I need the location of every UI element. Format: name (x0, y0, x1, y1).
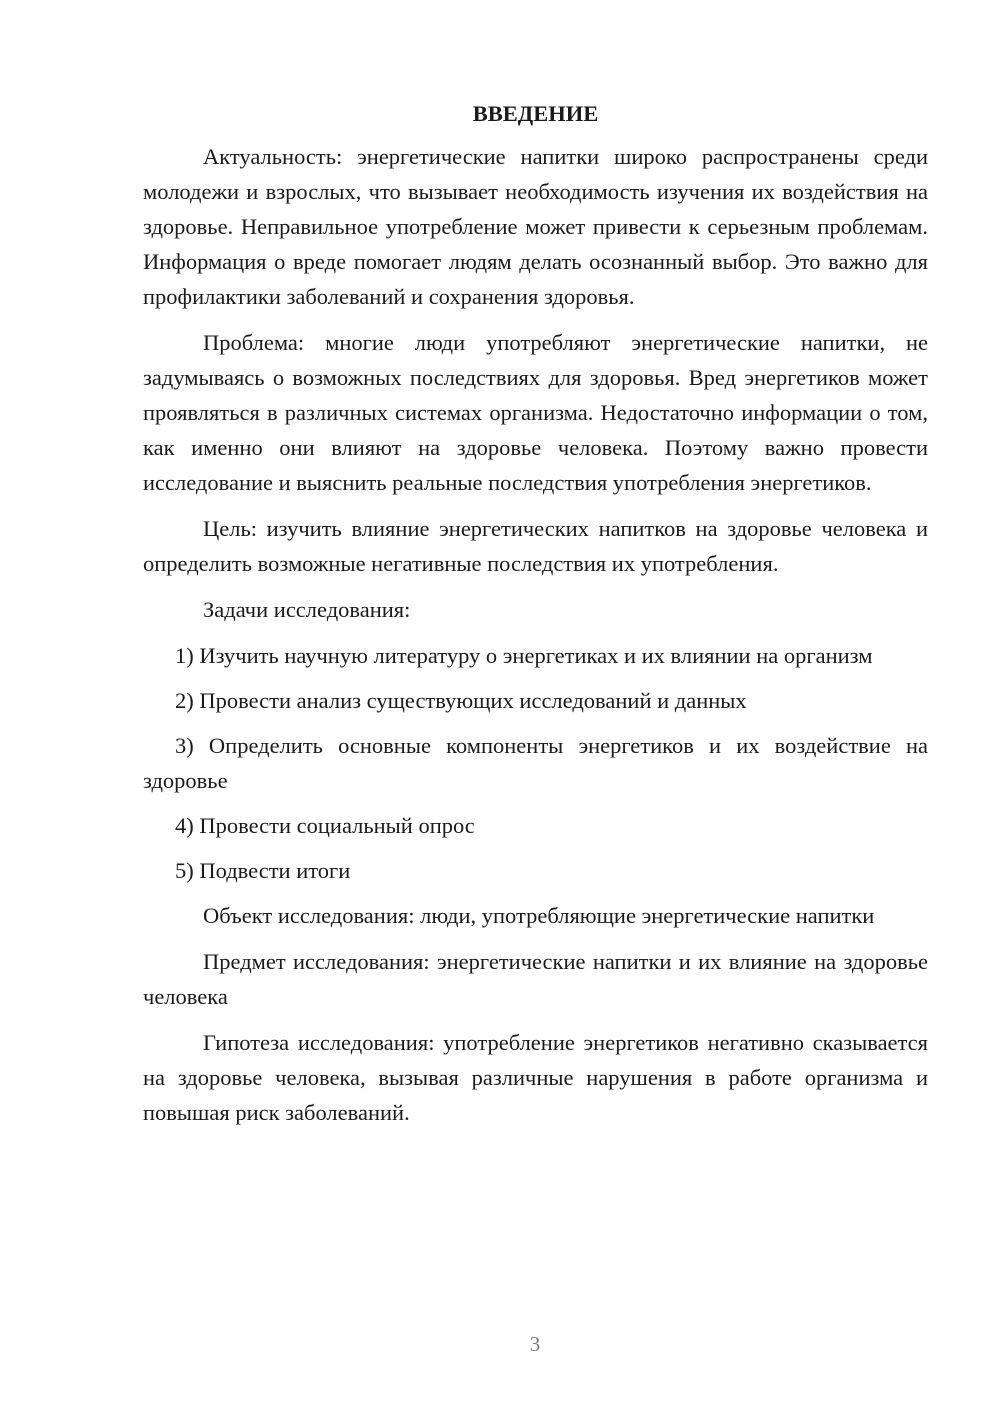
task-item: 3) Определить основные компоненты энергетиков и их воздействие на здоровье (143, 733, 928, 793)
page-content (143, 96, 928, 1141)
task-item: 2) Провести анализ существующих исследований и данных (175, 688, 747, 713)
paragraph-relevance: Актуальность: энергетические напитки широко распространены среди молодежи и взрослых, что вызывает необходимость изучения их воздействия на здоровье. Неправильное употребление может привести к серьезным проблемам. Информация о вреде помогает людям делать осознанный выбор. Это важно для профилактики заболеваний и сохранения здоровья. (143, 144, 928, 309)
paragraph-object: Объект исследования: люди, употребляющие энергетические напитки (203, 903, 875, 928)
paragraph-goal: Цель: изучить влияние энергетических напитков на здоровье человека и определить возможные негативные последствия их употребления. (143, 516, 928, 576)
paragraph-hypothesis: Гипотеза исследования: употребление энергетиков негативно сказывается на здоровье человека, вызывая различные нарушения в работе организма и повышая риск заболеваний. (143, 1030, 928, 1125)
page-number: 3 (529, 1332, 541, 1356)
paragraph-problem: Проблема: многие люди употребляют энергетические напитки, не задумываясь о возможных последствиях для здоровья. Вред энергетиков может проявляться в различных системах организма. Недостаточно информации о том, как именно они влияют на здоровье человека. Поэтому важно провести исследование и выяснить реальные последствия употребления энергетиков. (143, 330, 928, 495)
tasks-heading: Задачи исследования: (203, 597, 411, 622)
task-item: 4) Провести социальный опрос (175, 813, 475, 838)
paragraph-subject: Предмет исследования: энергетические напитки и их влияние на здоровье человека (143, 949, 928, 1009)
task-item: 1) Изучить научную литературу о энергетиках и их влиянии на организм (175, 643, 873, 668)
task-item: 5) Подвести итоги (175, 858, 351, 883)
section-title: ВВЕДЕНИЕ (472, 101, 599, 126)
